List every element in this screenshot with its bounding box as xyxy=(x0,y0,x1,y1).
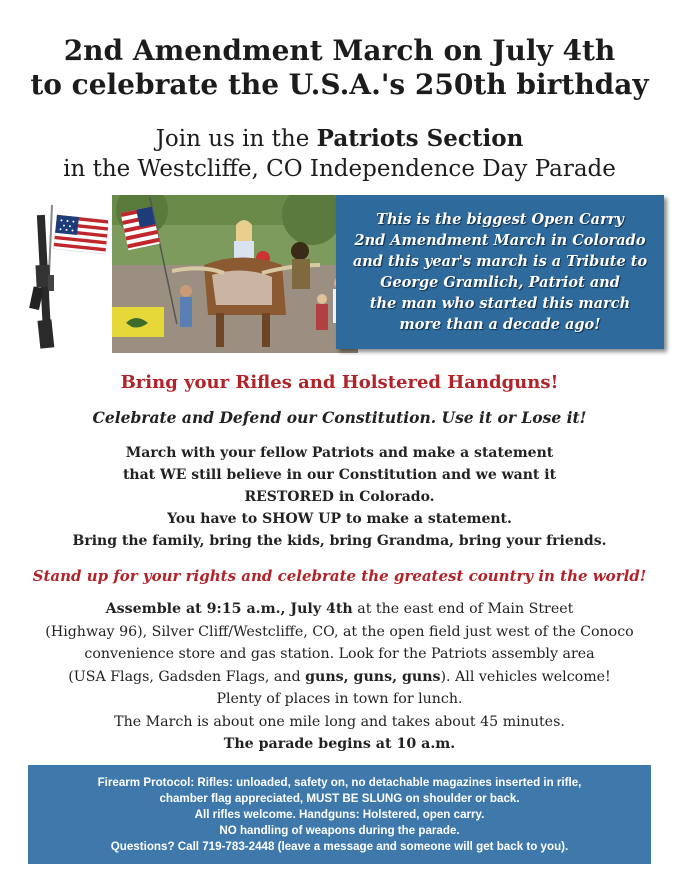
rifle-with-us-flag-icon xyxy=(26,195,108,353)
constitution-tagline: Celebrate and Defend our Constitution. Use it or Lose it! xyxy=(92,408,587,427)
callout-line: and this year's march is a Tribute to xyxy=(352,253,648,270)
protocol-contact-line: Questions? Call 719-783-2448 (leave a message and someone will get back to you). xyxy=(110,839,569,853)
assemble-time: Assemble at 9:15 a.m., July 4th xyxy=(105,601,353,617)
guns-text: guns, guns, guns xyxy=(305,668,441,685)
vehicles-text: ). All vehicles welcome! xyxy=(440,668,611,685)
message-line: March with your fellow Patriots and make a statement xyxy=(125,445,554,461)
event-details xyxy=(0,598,679,756)
callout-text xyxy=(343,209,657,335)
parade-start-text: The parade begins at 10 a.m. xyxy=(223,736,456,752)
details-line-1 xyxy=(0,598,679,621)
message-line: RESTORED in Colorado. xyxy=(244,489,435,505)
callout-line: This is the biggest Open Carry xyxy=(376,211,624,228)
message-line: that WE still believe in our Constitution and we want it xyxy=(122,467,557,483)
details-line-4 xyxy=(0,666,679,689)
details-line-5: Plenty of places in town for lunch. xyxy=(216,691,463,707)
flyer-subtitle xyxy=(0,124,679,184)
callout-line: George Gramlich, Patriot and xyxy=(380,274,620,291)
protocol-line: Firearm Protocol: Rifles: unloaded, safety on, no detachable magazines inserted in rifle, xyxy=(97,775,582,789)
callout-line: the man who started this march xyxy=(369,295,631,312)
protocol-line: All rifles welcome. Handguns: Holstered, open carry. xyxy=(194,807,485,821)
message-line: You have to SHOW UP to make a statement. xyxy=(167,511,512,527)
title-line-1: 2nd Amendment March on July 4th xyxy=(63,34,616,67)
subtitle-line-2: in the Westcliffe, CO Independence Day Parade xyxy=(63,156,616,182)
subtitle-line-1 xyxy=(0,124,679,154)
details-line-6: The March is about one mile long and takes about 45 minutes. xyxy=(114,713,565,730)
parade-photo-longhorn-rider xyxy=(112,195,358,353)
tribute-callout xyxy=(336,195,664,349)
flyer-title xyxy=(0,34,679,102)
callout-line: more than a decade ago! xyxy=(399,316,601,333)
subtitle-prefix: Join us in the xyxy=(155,126,317,152)
details-line-2: (Highway 96), Silver Cliff/Westcliffe, CO, at the open field just west of the Conoco xyxy=(45,623,634,640)
message-line: Bring the family, bring the kids, bring Grandma, bring your friends. xyxy=(72,533,607,549)
photo-row xyxy=(26,195,664,353)
protocol-line: NO handling of weapons during the parade. xyxy=(219,823,460,837)
parade-start-time xyxy=(0,733,679,756)
assemble-location: at the east end of Main Street xyxy=(352,601,574,617)
stand-up-slogan: Stand up for your rights and celebrate the greatest country in the world! xyxy=(32,567,647,585)
protocol-line: chamber flag appreciated, MUST BE SLUNG on shoulder or back. xyxy=(159,791,520,805)
march-message xyxy=(0,442,679,552)
subtitle-bold: Patriots Section xyxy=(316,125,524,152)
firearm-protocol-box xyxy=(28,765,651,864)
title-line-2: to celebrate the U.S.A.'s 250th birthday xyxy=(30,68,649,101)
details-line-3: convenience store and gas station. Look for the Patriots assembly area xyxy=(84,646,595,662)
rifles-heading: Bring your Rifles and Holstered Handguns! xyxy=(120,372,559,393)
flags-text: (USA Flags, Gadsden Flags, and xyxy=(68,668,306,685)
callout-line: 2nd Amendment March in Colorado xyxy=(354,232,646,249)
